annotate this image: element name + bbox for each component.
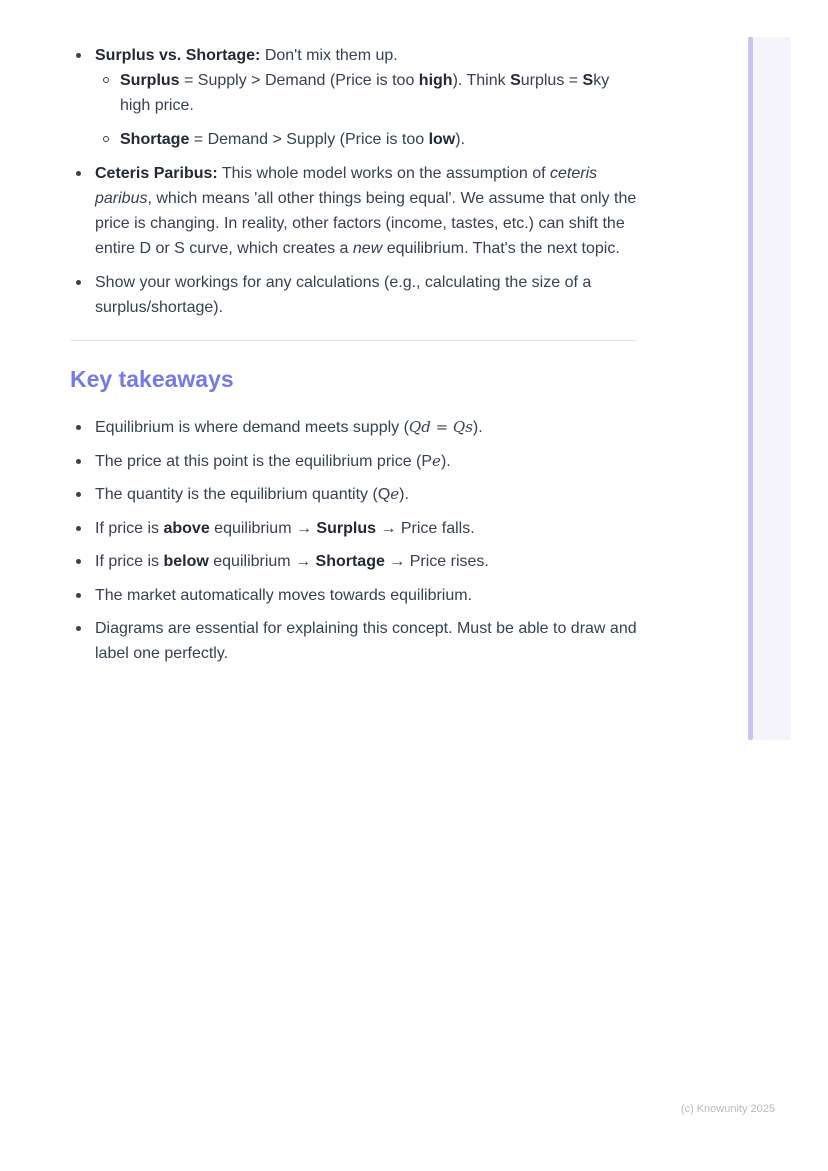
text-segment: S — [582, 72, 594, 89]
text-segment: Don't mix them up. — [260, 47, 398, 64]
text-segment: → Price rises. — [384, 553, 489, 570]
key-takeaways-heading: Key takeaways — [70, 366, 234, 392]
text-segment: The price at this point is the equilibrium price (P — [95, 452, 433, 470]
text-segment: If price is — [95, 519, 164, 537]
list-item — [70, 415, 637, 440]
text-segment: The market automatically moves towards equilibrium. — [95, 586, 473, 604]
text-segment: ). — [472, 419, 483, 436]
text-segment: Equilibrium is where demand meets supply ( — [95, 419, 409, 436]
text-segment: Diagrams are essential for explaining this concept. Must be able to draw and label one perfectly. — [95, 620, 637, 662]
text-segment: ). — [455, 131, 466, 148]
text-segment: equilibrium. That's the next topic. — [382, 240, 620, 257]
text-segment: low — [428, 131, 456, 148]
text-segment: ). — [440, 452, 451, 470]
text-segment: , which means 'all other things being equal'. We assume that only the price is changing. In reality, other factors (income, tastes, etc.) can shift the entire D or S curve, which creates a — [95, 190, 637, 257]
text-segment: e — [390, 485, 400, 503]
text-segment: e — [432, 451, 441, 470]
text-segment: Qd = Qs — [408, 418, 473, 436]
exam-tips-list — [70, 43, 637, 320]
text-segment: high — [418, 72, 453, 89]
text-segment: new — [352, 240, 383, 257]
text-segment: This whole model works on the assumption of — [217, 165, 551, 182]
key-takeaways-list — [70, 415, 637, 666]
sub-list — [95, 68, 637, 152]
list-item — [70, 516, 637, 541]
text-segment: ceteris paribus — [95, 165, 598, 207]
text-segment: below — [163, 553, 209, 570]
section-divider — [70, 340, 637, 341]
text-segment: Ceteris Paribus: — [95, 165, 218, 182]
list-item — [70, 583, 637, 608]
text-segment: ky high price. — [120, 72, 610, 114]
list-item — [95, 68, 637, 118]
text-segment: = Supply > Demand (Price is too — [179, 72, 419, 89]
text-segment: above — [163, 519, 210, 537]
note-content — [70, 43, 637, 666]
text-segment: equilibrium → — [208, 553, 316, 570]
copyright-footer: (c) Knowunity 2025 — [680, 1103, 775, 1115]
text-segment: If price is — [95, 553, 164, 570]
text-segment: Surplus — [316, 519, 376, 537]
list-item — [95, 127, 637, 152]
text-segment: Show your workings for any calculations (e.g., calculating the size of a surplus/shortage). — [95, 274, 592, 316]
list-item — [70, 161, 637, 261]
text-segment: S — [510, 72, 521, 89]
list-item — [70, 449, 637, 474]
list-item — [70, 43, 637, 152]
list-item — [70, 482, 637, 507]
list-item — [70, 616, 637, 666]
list-item — [70, 270, 637, 320]
text-segment: ). — [399, 486, 409, 503]
list-item — [70, 549, 637, 574]
text-segment: Shortage — [120, 131, 190, 148]
text-segment: Surplus — [120, 72, 180, 89]
text-segment: → Price falls. — [375, 519, 475, 537]
scrollbar — [748, 37, 791, 740]
text-segment: equilibrium → — [209, 519, 317, 537]
text-segment: Surplus vs. Shortage: — [95, 47, 261, 64]
scrollbar-track[interactable] — [753, 37, 791, 740]
text-segment: urplus = — [520, 72, 583, 89]
text-segment: The quantity is the equilibrium quantity (Q — [95, 486, 391, 503]
text-segment: Shortage — [315, 553, 385, 570]
text-segment: = Demand > Supply (Price is too — [189, 131, 429, 148]
text-segment: ). Think — [452, 72, 511, 89]
